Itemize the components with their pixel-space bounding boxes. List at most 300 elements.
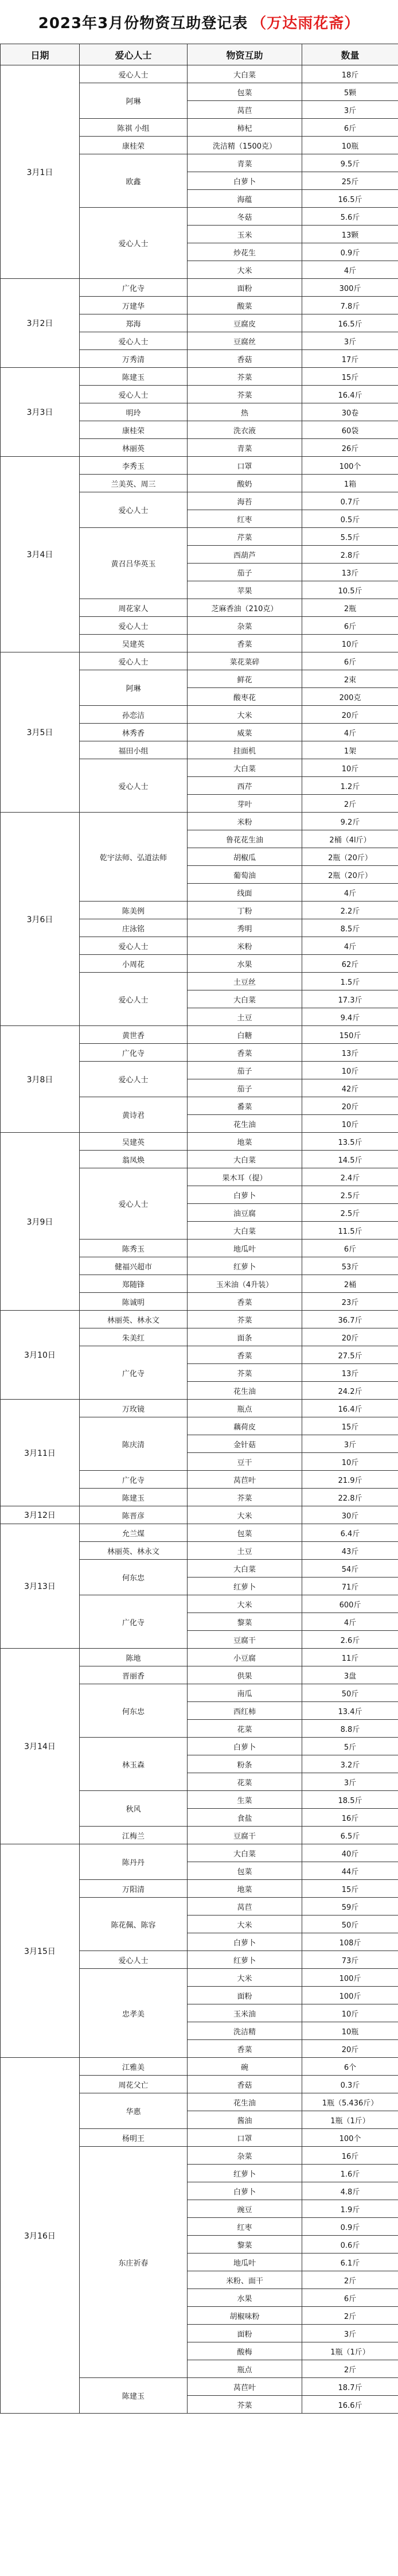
quantity-cell: 9.4斤 [302,1008,398,1026]
item-cell: 葡萄油 [188,866,302,884]
donor-cell: 爱心人士 [80,492,188,528]
header-date: 日期 [1,44,80,65]
item-cell: 花生油 [188,1382,302,1400]
donor-cell: 万建华 [80,297,188,314]
item-cell: 芥菜 [188,1364,302,1382]
donor-cell: 秋风 [80,1791,188,1827]
quantity-cell: 2束 [302,670,398,688]
quantity-cell: 17.3斤 [302,990,398,1008]
donor-cell: 允兰煤 [80,1524,188,1542]
quantity-cell: 4斤 [302,1613,398,1631]
donor-cell: 陈庆清 [80,1417,188,1471]
item-cell: 大米 [188,1506,302,1524]
donor-cell: 周花父亡 [80,2076,188,2093]
item-cell: 大白菜 [188,990,302,1008]
quantity-cell: 42斤 [302,1079,398,1097]
item-cell: 豆腐皮 [188,314,302,332]
item-cell: 大米 [188,706,302,724]
item-cell: 香菜 [188,1346,302,1364]
item-cell: 苹果 [188,581,302,599]
quantity-cell: 10斤 [302,1453,398,1471]
quantity-cell: 15斤 [302,368,398,386]
quantity-cell: 4斤 [302,724,398,741]
item-cell: 金针菇 [188,1435,302,1453]
date-cell: 3月1日 [1,65,80,279]
quantity-cell: 3斤 [302,1435,398,1453]
donor-cell: 爱心人士 [80,1062,188,1097]
donor-cell: 陈祺 小组 [80,119,188,137]
quantity-cell: 50斤 [302,1916,398,1933]
donor-cell: 陈晋彦 [80,1506,188,1524]
table-row [1,368,398,386]
item-cell: 炒花生 [188,243,302,261]
quantity-cell: 5颗 [302,83,398,101]
quantity-cell: 10斤 [302,635,398,652]
header-donor: 爱心人士 [80,44,188,65]
item-cell: 白萝卜 [188,2182,302,2200]
table-row [1,1400,398,1417]
donor-cell: 福田小组 [80,741,188,759]
quantity-cell: 6斤 [302,652,398,670]
donor-cell: 陈美例 [80,902,188,919]
quantity-cell: 27.5斤 [302,1346,398,1364]
header-qty: 数量 [302,44,398,65]
item-cell: 花生油 [188,2093,302,2111]
item-cell: 芥菜 [188,386,302,403]
item-cell: 菜花菜碎 [188,652,302,670]
donor-cell: 康桂荣 [80,421,188,439]
item-cell: 土豆 [188,1542,302,1560]
quantity-cell: 44斤 [302,1862,398,1880]
item-cell: 香菜 [188,1293,302,1311]
donor-cell: 爱心人士 [80,386,188,403]
donor-cell: 爱心人士 [80,65,188,83]
donor-cell: 爱心人士 [80,759,188,813]
item-cell: 柿杞 [188,119,302,137]
quantity-cell: 23斤 [302,1293,398,1311]
donor-cell: 康桂荣 [80,137,188,154]
quantity-cell: 600斤 [302,1595,398,1613]
donor-cell: 广化寺 [80,1346,188,1400]
item-cell: 莴苣叶 [188,1471,302,1489]
quantity-cell: 100个 [302,2129,398,2147]
date-cell: 3月12日 [1,1506,80,1524]
item-cell: 洗衣液 [188,421,302,439]
item-cell: 豆腐干 [188,1631,302,1649]
item-cell: 洗洁精 [188,2022,302,2040]
donor-cell: 翁凤焕 [80,1151,188,1168]
item-cell: 芥菜 [188,2396,302,2414]
quantity-cell: 9.5斤 [302,154,398,172]
table-row [1,279,398,297]
quantity-cell: 16.6斤 [302,2396,398,2414]
donor-cell: 庄泳铭 [80,919,188,937]
item-cell: 酸梅 [188,2342,302,2360]
donor-cell: 万秀清 [80,350,188,368]
quantity-cell: 6斤 [302,119,398,137]
quantity-cell: 21.9斤 [302,1471,398,1489]
item-cell: 豆腐干 [188,1827,302,1844]
quantity-cell: 43斤 [302,1542,398,1560]
quantity-cell: 100个 [302,457,398,475]
quantity-cell: 2桶（4l斤） [302,830,398,848]
quantity-cell: 36.7斤 [302,1311,398,1328]
donor-cell: 李秀玉 [80,457,188,475]
quantity-cell: 2.5斤 [302,1186,398,1204]
item-cell: 面条 [188,1328,302,1346]
quantity-cell: 73斤 [302,1951,398,1969]
donor-cell: 林丽英、林永文 [80,1542,188,1560]
quantity-cell: 16斤 [302,2147,398,2165]
item-cell: 豌豆 [188,2200,302,2218]
item-cell: 面粉 [188,2325,302,2342]
item-cell: 地瓜叶 [188,1240,302,1257]
item-cell: 酸菜 [188,297,302,314]
quantity-cell: 3斤 [302,2325,398,2342]
item-cell: 大米 [188,1595,302,1613]
quantity-cell: 0.7斤 [302,492,398,510]
quantity-cell: 0.9斤 [302,243,398,261]
quantity-cell: 15斤 [302,1880,398,1898]
quantity-cell: 18.5斤 [302,1791,398,1809]
quantity-cell: 15斤 [302,1417,398,1435]
item-cell: 酸枣花 [188,688,302,706]
donor-cell: 吴建英 [80,635,188,652]
quantity-cell: 2桶 [302,1275,398,1293]
donor-cell: 陈地 [80,1649,188,1666]
quantity-cell: 18斤 [302,65,398,83]
donor-cell: 兰美英、周三 [80,475,188,492]
quantity-cell: 300斤 [302,279,398,297]
donor-cell: 杨明王 [80,2129,188,2147]
quantity-cell: 10斤 [302,1115,398,1133]
item-cell: 酸奶 [188,475,302,492]
donor-cell: 郑海 [80,314,188,332]
item-cell: 南瓜 [188,1684,302,1702]
item-cell: 热 [188,403,302,421]
quantity-cell: 100斤 [302,1969,398,1987]
quantity-cell: 2瓶（20斤） [302,866,398,884]
quantity-cell: 6斤 [302,1240,398,1257]
item-cell: 芥菜 [188,368,302,386]
donor-cell: 阿琳 [80,670,188,706]
table-row [1,1506,398,1524]
quantity-cell: 24.2斤 [302,1382,398,1400]
date-cell: 3月5日 [1,652,80,813]
quantity-cell: 6.4斤 [302,1524,398,1542]
item-cell: 冬菇 [188,208,302,226]
item-cell: 胡椒味粉 [188,2307,302,2325]
table-row [1,1844,398,1862]
quantity-cell: 4.8斤 [302,2182,398,2200]
donor-cell: 乾宇法师、弘道法师 [80,813,188,902]
donor-cell: 黄召吕华英玉 [80,528,188,599]
quantity-cell: 2.5斤 [302,1204,398,1222]
item-cell: 藕荷皮 [188,1417,302,1435]
donation-table [0,44,398,2414]
donor-cell: 吴建英 [80,1133,188,1151]
quantity-cell: 25斤 [302,172,398,190]
item-cell: 莴苣 [188,101,302,119]
item-cell: 瓶点 [188,1400,302,1417]
item-cell: 水果 [188,2289,302,2307]
donor-cell: 爱心人士 [80,1951,188,1969]
quantity-cell: 5斤 [302,1738,398,1755]
quantity-cell: 20斤 [302,2040,398,2058]
quantity-cell: 20斤 [302,706,398,724]
quantity-cell: 6个 [302,2058,398,2076]
item-cell: 茄子 [188,564,302,581]
quantity-cell: 100斤 [302,1987,398,2004]
donor-cell: 爱心人士 [80,973,188,1026]
quantity-cell: 2斤 [302,2307,398,2325]
item-cell: 土豆 [188,1008,302,1026]
quantity-cell: 10.5斤 [302,581,398,599]
item-cell: 米粉、面干 [188,2271,302,2289]
quantity-cell: 200克 [302,688,398,706]
quantity-cell: 2瓶 [302,599,398,617]
item-cell: 大白菜 [188,1222,302,1240]
date-cell: 3月13日 [1,1524,80,1649]
item-cell: 茄子 [188,1062,302,1079]
donor-cell: 忠孝美 [80,1969,188,2058]
item-cell: 大米 [188,1916,302,1933]
item-cell: 香菇 [188,350,302,368]
item-cell: 西芹 [188,777,302,795]
item-cell: 包菜 [188,1524,302,1542]
quantity-cell: 13斤 [302,1364,398,1382]
item-cell: 芝麻香油（210克） [188,599,302,617]
item-cell: 威菜 [188,724,302,741]
quantity-cell: 108斤 [302,1933,398,1951]
quantity-cell: 6斤 [302,2289,398,2307]
quantity-cell: 5.6斤 [302,208,398,226]
donor-cell: 黄诗君 [80,1097,188,1133]
donor-cell: 广化寺 [80,1595,188,1649]
item-cell: 胡椒瓜 [188,848,302,866]
table-row [1,1133,398,1151]
item-cell: 黎菜 [188,1613,302,1631]
quantity-cell: 16.5斤 [302,190,398,208]
item-cell: 小豆腐 [188,1649,302,1666]
quantity-cell: 6.5斤 [302,1827,398,1844]
quantity-cell: 6.1斤 [302,2253,398,2271]
quantity-cell: 26斤 [302,439,398,457]
date-cell: 3月9日 [1,1133,80,1311]
quantity-cell: 62斤 [302,955,398,973]
quantity-cell: 20斤 [302,1328,398,1346]
item-cell: 海苔 [188,492,302,510]
date-cell: 3月11日 [1,1400,80,1506]
item-cell: 口罩 [188,2129,302,2147]
quantity-cell: 2斤 [302,2271,398,2289]
donor-cell: 爱心人士 [80,208,188,279]
item-cell: 大白菜 [188,65,302,83]
quantity-cell: 13.5斤 [302,1133,398,1151]
donor-cell: 万阳清 [80,1880,188,1898]
item-cell: 白萝卜 [188,1933,302,1951]
table-body [1,65,398,2414]
quantity-cell: 17斤 [302,350,398,368]
item-cell: 白糖 [188,1026,302,1044]
item-cell: 大米 [188,261,302,279]
date-cell: 3月8日 [1,1026,80,1133]
quantity-cell: 20斤 [302,1097,398,1115]
donor-cell: 万玫镜 [80,1400,188,1417]
item-cell: 白萝卜 [188,172,302,190]
item-cell: 芥菜 [188,1311,302,1328]
item-cell: 西葫芦 [188,546,302,564]
quantity-cell: 13.4斤 [302,1702,398,1720]
item-cell: 包菜 [188,83,302,101]
item-cell: 红萝卜 [188,1578,302,1595]
quantity-cell: 4斤 [302,884,398,902]
item-cell: 酱油 [188,2111,302,2129]
item-cell: 杂菜 [188,2147,302,2165]
quantity-cell: 3斤 [302,101,398,119]
item-cell: 面粉 [188,279,302,297]
quantity-cell: 2斤 [302,795,398,813]
donor-cell: 爱心人士 [80,652,188,670]
quantity-cell: 59斤 [302,1898,398,1916]
quantity-cell: 2.8斤 [302,546,398,564]
item-cell: 瓶点 [188,2360,302,2378]
quantity-cell: 0.3斤 [302,2076,398,2093]
header-row [1,44,398,65]
item-cell: 青菜 [188,154,302,172]
item-cell: 红萝卜 [188,2165,302,2182]
quantity-cell: 30斤 [302,1506,398,1524]
item-cell: 花菜 [188,1773,302,1791]
quantity-cell: 150斤 [302,1026,398,1044]
item-cell: 大白菜 [188,1151,302,1168]
donor-cell: 周花家人 [80,599,188,617]
quantity-cell: 9.2斤 [302,813,398,830]
donor-cell: 健福兴超市 [80,1257,188,1275]
item-cell: 大米 [188,1969,302,1987]
quantity-cell: 40斤 [302,1844,398,1862]
item-cell: 土豆丝 [188,973,302,990]
quantity-cell: 2斤 [302,2360,398,2378]
quantity-cell: 10瓶 [302,137,398,154]
quantity-cell: 30卷 [302,403,398,421]
item-cell: 香菇 [188,2076,302,2093]
item-cell: 秀明 [188,919,302,937]
quantity-cell: 16斤 [302,1809,398,1827]
item-cell: 豆干 [188,1453,302,1471]
donor-cell: 郑随锋 [80,1275,188,1293]
item-cell: 水果 [188,955,302,973]
item-cell: 西红柿 [188,1702,302,1720]
donor-cell: 朱美红 [80,1328,188,1346]
quantity-cell: 14.5斤 [302,1151,398,1168]
quantity-cell: 1.5斤 [302,973,398,990]
table-row [1,652,398,670]
donor-cell: 陈花佩、陈容 [80,1898,188,1951]
table-row [1,1026,398,1044]
item-cell: 香菜 [188,2040,302,2058]
item-cell: 地菜 [188,1133,302,1151]
sheet-title [0,0,398,44]
donor-cell: 爱心人士 [80,937,188,955]
donor-cell: 华惠 [80,2093,188,2129]
quantity-cell: 50斤 [302,1684,398,1702]
item-cell: 芥菜 [188,1489,302,1506]
item-cell: 芽叶 [188,795,302,813]
item-cell: 大白菜 [188,759,302,777]
donor-cell: 陈诚明 [80,1293,188,1311]
donor-cell: 何东忠 [80,1560,188,1595]
quantity-cell: 2.4斤 [302,1168,398,1186]
quantity-cell: 3.2斤 [302,1755,398,1773]
quantity-cell: 16.5斤 [302,314,398,332]
quantity-cell: 1箱 [302,475,398,492]
quantity-cell: 22.8斤 [302,1489,398,1506]
item-cell: 鲜花 [188,670,302,688]
header-item: 物资互助 [188,44,302,65]
quantity-cell: 11斤 [302,1649,398,1666]
date-cell: 3月6日 [1,813,80,1026]
donor-cell: 爱心人士 [80,332,188,350]
item-cell: 黎菜 [188,2236,302,2253]
quantity-cell: 2瓶（20斤） [302,848,398,866]
item-cell: 花生油 [188,1115,302,1133]
quantity-cell: 2.6斤 [302,1631,398,1649]
donor-cell: 林秀香 [80,724,188,741]
item-cell: 玉米油 [188,2004,302,2022]
item-cell: 面粉 [188,1987,302,2004]
donor-cell: 广化寺 [80,1471,188,1489]
title-main: 2023年3月份物资互助登记表 [38,14,248,32]
item-cell: 香菜 [188,1044,302,1062]
item-cell: 番菜 [188,1097,302,1115]
item-cell: 地瓜叶 [188,2253,302,2271]
quantity-cell: 0.5斤 [302,510,398,528]
item-cell: 红枣 [188,510,302,528]
date-cell: 3月2日 [1,279,80,368]
donor-cell: 广化寺 [80,1044,188,1062]
quantity-cell: 1.9斤 [302,2200,398,2218]
quantity-cell: 60袋 [302,421,398,439]
item-cell: 白萝卜 [188,1186,302,1204]
item-cell: 大白菜 [188,1844,302,1862]
item-cell: 米粉 [188,813,302,830]
quantity-cell: 16.4斤 [302,1400,398,1417]
donor-cell: 江梅兰 [80,1827,188,1844]
item-cell: 花菜 [188,1720,302,1738]
donor-cell: 林玉森 [80,1738,188,1791]
quantity-cell: 13颗 [302,226,398,243]
table-row [1,65,398,83]
quantity-cell: 0.6斤 [302,2236,398,2253]
table-row [1,2058,398,2076]
item-cell: 玉米油（4升装） [188,1275,302,1293]
quantity-cell: 71斤 [302,1578,398,1595]
table-row [1,1524,398,1542]
item-cell: 茄子 [188,1079,302,1097]
donor-cell: 陈建玉 [80,2378,188,2414]
quantity-cell: 10瓶 [302,2022,398,2040]
item-cell: 油豆腐 [188,1204,302,1222]
item-cell: 红萝卜 [188,1951,302,1969]
quantity-cell: 1架 [302,741,398,759]
item-cell: 玉米 [188,226,302,243]
quantity-cell: 13斤 [302,564,398,581]
quantity-cell: 3斤 [302,1773,398,1791]
donor-cell: 明玲 [80,403,188,421]
quantity-cell: 53斤 [302,1257,398,1275]
donor-cell: 何东忠 [80,1684,188,1738]
